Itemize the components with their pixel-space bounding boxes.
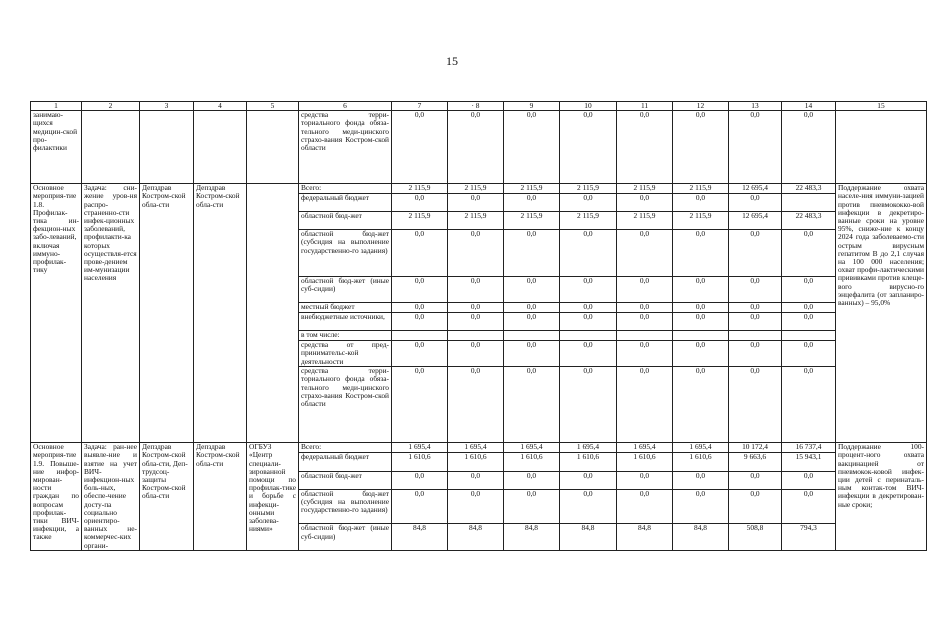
- executor-cell: [194, 111, 247, 184]
- page-number: 15: [446, 54, 458, 68]
- value-cell: 0,0: [673, 230, 729, 277]
- table-row: [31, 111, 927, 184]
- value-cell: 0,0: [673, 277, 729, 303]
- column-number: 11: [617, 102, 673, 111]
- task-cell: [82, 111, 140, 184]
- value-cell: 84,8: [617, 524, 673, 550]
- value-cell: 84,8: [673, 524, 729, 550]
- value-cell: 0,0: [448, 367, 504, 443]
- value-cell: 0,0: [673, 341, 729, 367]
- value-cell: 0,0: [617, 111, 673, 184]
- value-cell: 0,0: [729, 277, 782, 303]
- expected-result: Поддержание 100-процент-ного охвата вакцинацией от пневмокок-ковой инфек-ции детей с перинаталь-ным контак-том ВИЧ-инфекции в декретирован-ные сроки;: [836, 443, 927, 551]
- value-cell: 2 115,9: [560, 212, 617, 230]
- executor: Депздрав Костром-ской обла-сти: [194, 184, 247, 443]
- value-cell: 0,0: [617, 489, 673, 524]
- value-cell: 0,0: [504, 367, 560, 443]
- value-cell: 0,0: [617, 230, 673, 277]
- value-cell: 0,0: [729, 471, 782, 489]
- funding-source: местный бюджет: [299, 303, 392, 313]
- coordinator-cell: [140, 111, 194, 184]
- value-cell: 0,0: [729, 367, 782, 443]
- measure-name: занимаю-щихся медицин-ской про-филактики: [31, 111, 82, 184]
- value-cell: 0,0: [782, 341, 836, 367]
- value-cell: 1 610,6: [504, 453, 560, 471]
- column-number: 14: [782, 102, 836, 111]
- value-cell: 0,0: [729, 111, 782, 184]
- expected-result: Поддержание охвата населе-ния иммуни-зацией против пневмококко-вой инфекции в декретиро-ванные сроки на уровне 95%, сниже-ние к концу 2024 года заболеваемо-сти острым вирусным гепатитом В до 2,1 случая на 100 000 населения; охват профи-лактическими прививками против клеще-вого вирусно-го энцефалита (от запланиро-ванных) – 95,0%: [836, 184, 927, 443]
- value-cell: 15 943,1: [782, 453, 836, 471]
- value-cell: [673, 331, 729, 341]
- value-cell: 0,0: [782, 489, 836, 524]
- value-cell: 0,0: [392, 341, 448, 367]
- value-cell: 2 115,9: [392, 184, 448, 194]
- funding-source: областной бюд-жет (субсидия на выполнение государственно-го задания): [299, 489, 392, 524]
- funding-source: областной бюд-жет: [299, 471, 392, 489]
- value-cell: 0,0: [729, 303, 782, 313]
- value-cell: 0,0: [448, 313, 504, 331]
- task-description: Задача: ран-нее выявле-ние и взятие на учет ВИЧ-инфекцион-ных боль-ных, обеспе-чение досту-па социально ориентиро-ванных не-коммерчес-ких органи-: [82, 443, 140, 551]
- value-cell: 84,8: [448, 524, 504, 550]
- column-number: · 8: [448, 102, 504, 111]
- value-cell: 0,0: [729, 489, 782, 524]
- value-cell: 1 695,4: [392, 443, 448, 453]
- column-number: 6: [299, 102, 392, 111]
- participant: ОГБУЗ «Центр специали-зированной помощи по профилак-тике и борьбе с инфекци-онными заболева-ниями»: [247, 443, 299, 551]
- value-cell: 0,0: [729, 313, 782, 331]
- value-cell: 0,0: [560, 277, 617, 303]
- value-cell: 84,8: [504, 524, 560, 550]
- value-cell: 0,0: [617, 277, 673, 303]
- value-cell: 0,0: [673, 313, 729, 331]
- value-cell: 84,8: [560, 524, 617, 550]
- value-cell: 2 115,9: [560, 184, 617, 194]
- column-number: 2: [82, 102, 140, 111]
- column-number: 9: [504, 102, 560, 111]
- value-cell: 0,0: [617, 313, 673, 331]
- value-cell: 2 115,9: [617, 212, 673, 230]
- value-cell: 12 695,4: [729, 184, 782, 194]
- funding-source: Всего:: [299, 184, 392, 194]
- funding-source: средства от пред-принимательс-кой деятельности: [299, 341, 392, 367]
- value-cell: 0,0: [560, 194, 617, 212]
- value-cell: 0,0: [392, 303, 448, 313]
- value-cell: 2 115,9: [504, 184, 560, 194]
- table-row: [31, 443, 927, 453]
- participant-cell: [247, 111, 299, 184]
- value-cell: [448, 331, 504, 341]
- value-cell: [729, 331, 782, 341]
- value-cell: 0,0: [504, 303, 560, 313]
- funding-source: внебюджетные источники,: [299, 313, 392, 331]
- value-cell: 0,0: [504, 230, 560, 277]
- column-number: 3: [140, 102, 194, 111]
- table-row: [31, 184, 927, 194]
- value-cell: [392, 331, 448, 341]
- column-number: 7: [392, 102, 448, 111]
- value-cell: 2 115,9: [392, 212, 448, 230]
- value-cell: 0,0: [504, 194, 560, 212]
- value-cell: 0,0: [617, 341, 673, 367]
- value-cell: 2 115,9: [673, 212, 729, 230]
- value-cell: 84,8: [392, 524, 448, 550]
- funding-source: в том числе:: [299, 331, 392, 341]
- column-number: 1: [31, 102, 82, 111]
- value-cell: 0,0: [560, 313, 617, 331]
- value-cell: 0,0: [673, 194, 729, 212]
- value-cell: 0,0: [392, 111, 448, 184]
- value-cell: 0,0: [392, 471, 448, 489]
- value-cell: 508,8: [729, 524, 782, 550]
- value-cell: 0,0: [673, 111, 729, 184]
- column-number: 15: [836, 102, 927, 111]
- value-cell: 1 610,6: [392, 453, 448, 471]
- value-cell: 0,0: [560, 471, 617, 489]
- value-cell: 0,0: [448, 194, 504, 212]
- value-cell: 0,0: [392, 230, 448, 277]
- value-cell: 1 610,6: [673, 453, 729, 471]
- value-cell: [617, 331, 673, 341]
- value-cell: 0,0: [617, 471, 673, 489]
- value-cell: 0,0: [504, 111, 560, 184]
- value-cell: 10 172,4: [729, 443, 782, 453]
- funding-source: областной бюд-жет: [299, 212, 392, 230]
- value-cell: 2 115,9: [448, 184, 504, 194]
- value-cell: 0,0: [392, 277, 448, 303]
- result-cell: [836, 111, 927, 184]
- column-number: 4: [194, 102, 247, 111]
- value-cell: 0,0: [617, 194, 673, 212]
- column-number: 12: [673, 102, 729, 111]
- funding-source: областной бюд-жет (иные суб-сидии): [299, 524, 392, 550]
- value-cell: 0,0: [560, 111, 617, 184]
- value-cell: 2 115,9: [448, 212, 504, 230]
- value-cell: 0,0: [560, 341, 617, 367]
- value-cell: 2 115,9: [617, 184, 673, 194]
- value-cell: 0,0: [729, 230, 782, 277]
- coordinator: Депздрав Костром-ской обла-сти, Деп-трудсоц-защиты Костром-ской обла-сти: [140, 443, 194, 551]
- value-cell: 0,0: [392, 313, 448, 331]
- value-cell: 0,0: [448, 230, 504, 277]
- value-cell: 1 695,4: [448, 443, 504, 453]
- value-cell: 0,0: [448, 303, 504, 313]
- value-cell: 0,0: [729, 194, 782, 212]
- executor: Депздрав Костром-ской обла-сти: [194, 443, 247, 551]
- value-cell: 0,0: [560, 303, 617, 313]
- value-cell: 16 737,4: [782, 443, 836, 453]
- value-cell: [782, 194, 836, 212]
- value-cell: 0,0: [560, 367, 617, 443]
- funding-source: областной бюд-жет (субсидия на выполнение государственно-го задания): [299, 230, 392, 277]
- value-cell: 0,0: [782, 303, 836, 313]
- value-cell: 0,0: [392, 489, 448, 524]
- value-cell: 0,0: [448, 471, 504, 489]
- task-description: Задача: сни-жение уров-ня распро-страненно-сти инфек-ционных заболеваний, профилакти-ка которых осуществля-ется прове-дением им-мунизации населения: [82, 184, 140, 443]
- value-cell: 9 663,6: [729, 453, 782, 471]
- value-cell: 22 483,3: [782, 212, 836, 230]
- value-cell: 12 695,4: [729, 212, 782, 230]
- value-cell: 0,0: [617, 367, 673, 443]
- value-cell: 0,0: [392, 367, 448, 443]
- value-cell: 1 610,6: [448, 453, 504, 471]
- value-cell: 794,3: [782, 524, 836, 550]
- value-cell: 0,0: [782, 230, 836, 277]
- financing-table: [30, 101, 927, 551]
- value-cell: 0,0: [448, 111, 504, 184]
- measure-name: Основное мероприя-тие 1.9. Повыше-ние инфор-мирован-ности граждан по вопросам профилак-тики ВИЧ-инфекции, а также: [31, 443, 82, 551]
- funding-source: федеральный бюджет: [299, 453, 392, 471]
- value-cell: 0,0: [617, 303, 673, 313]
- value-cell: 0,0: [782, 471, 836, 489]
- funding-source: средства терри-ториального фонда обяза-тельного меди-цинского страхо-вания Костром-ской области: [299, 367, 392, 443]
- value-cell: 0,0: [504, 313, 560, 331]
- funding-source: средства терри-ториального фонда обяза-тельного меди-цинского страхо-вания Костром-ской области: [299, 111, 392, 184]
- value-cell: 0,0: [504, 277, 560, 303]
- value-cell: 1 610,6: [560, 453, 617, 471]
- value-cell: 0,0: [782, 367, 836, 443]
- value-cell: 0,0: [560, 489, 617, 524]
- value-cell: 0,0: [729, 341, 782, 367]
- value-cell: 0,0: [782, 111, 836, 184]
- funding-source: областной бюд-жет (иные суб-сидии): [299, 277, 392, 303]
- value-cell: 0,0: [673, 489, 729, 524]
- value-cell: 0,0: [504, 471, 560, 489]
- value-cell: 2 115,9: [504, 212, 560, 230]
- value-cell: 0,0: [560, 230, 617, 277]
- value-cell: 0,0: [782, 313, 836, 331]
- participant: [247, 184, 299, 443]
- column-number: 5: [247, 102, 299, 111]
- value-cell: 2 115,9: [673, 184, 729, 194]
- column-number: 13: [729, 102, 782, 111]
- value-cell: [560, 331, 617, 341]
- funding-source: Всего:: [299, 443, 392, 453]
- column-number: 10: [560, 102, 617, 111]
- value-cell: [504, 331, 560, 341]
- value-cell: 0,0: [504, 341, 560, 367]
- value-cell: 0,0: [448, 277, 504, 303]
- value-cell: 22 483,3: [782, 184, 836, 194]
- value-cell: 1 695,4: [673, 443, 729, 453]
- value-cell: 1 610,6: [617, 453, 673, 471]
- value-cell: 0,0: [448, 489, 504, 524]
- coordinator: Депздрав Костром-ской обла-сти: [140, 184, 194, 443]
- value-cell: 0,0: [448, 341, 504, 367]
- value-cell: 0,0: [673, 471, 729, 489]
- value-cell: 0,0: [392, 194, 448, 212]
- measure-name: Основное мероприя-тие 1.8. Профилак-тика ин-фекцион-ных забо-леваний, включая иммуно-профилак-тику: [31, 184, 82, 443]
- value-cell: 0,0: [673, 303, 729, 313]
- value-cell: 1 695,4: [617, 443, 673, 453]
- value-cell: 0,0: [782, 277, 836, 303]
- funding-source: федеральный бюджет: [299, 194, 392, 212]
- value-cell: 1 695,4: [504, 443, 560, 453]
- value-cell: 0,0: [504, 489, 560, 524]
- value-cell: 0,0: [673, 367, 729, 443]
- value-cell: [782, 331, 836, 341]
- value-cell: 1 695,4: [560, 443, 617, 453]
